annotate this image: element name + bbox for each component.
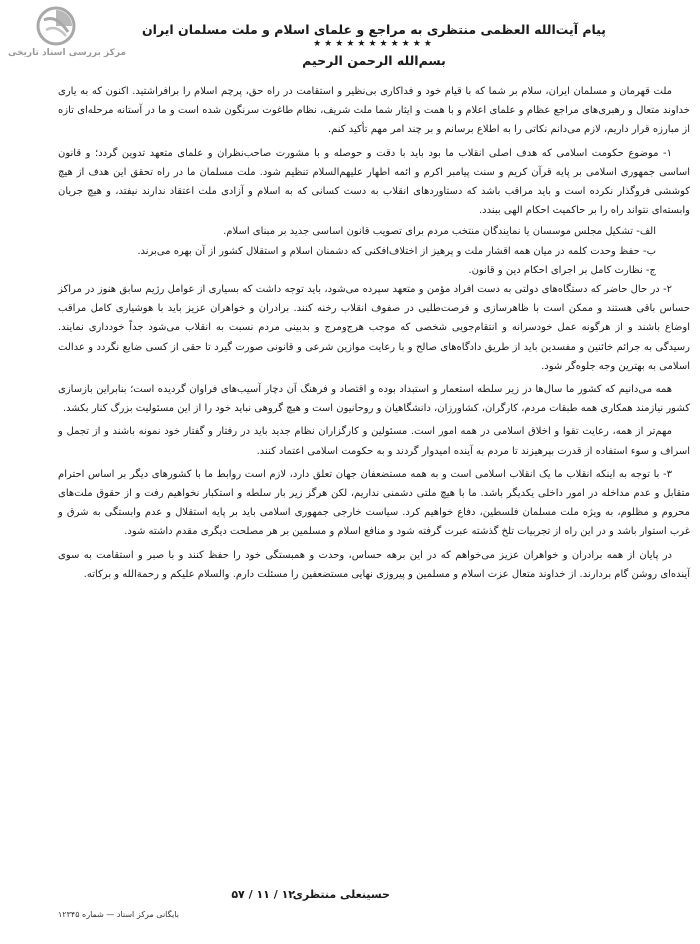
paragraph-point-1: ۱- موضوع حکومت اسلامی که هدف اصلی انقلاب ما بود باید با دقت و حوصله و با مشورت صاحب‌نظران و علمای متعهد تدوین گردد؛ و قانون اساسی جمهوری اسلامی بر پایه قرآن کریم و سنت پیامبر اکرم و ائمه اطهار علیهم‌السلام تنظیم شود. ملت مسلمان ما در راه تحقق این هدف از هیچ کوششی فروگذار نکرده است و باید مراقب باشد که دستاوردهای انقلاب به دست کسانی که به اسلام و آزادی ملت اعتقاد ندارند نیفتد، و هیچ جریان وابسته‌ای نتواند راه را بر حاکمیت احکام الهی ببندد. <box>58 147 690 217</box>
star-divider: ★★★★★★★★★★★ <box>313 39 435 49</box>
document-date: ۱۲ / ۱۱ / ۵۷ <box>231 888 295 901</box>
list-item-alef: الف- تشکیل مجلس موسسان یا نمایندگان منتخب مردم برای تصویب قانون اساسی جدید بر مبنای اسلام. <box>223 226 656 238</box>
list-item-jim: ج- نظارت کامل بر اجرای احکام دین و قانون. <box>468 264 656 276</box>
paragraph-closing: در پایان از همه برادران و خواهران عزیز می‌خواهم که در این برهه حساس، وحدت و همبستگی خود را حفظ کنند و با صبر و استقامت به سوی آینده‌ای روشن گام بردارند. از خداوند متعال عزت اسلام و مسلمین و پیروزی نهایی مستضعفین را مسئلت دارم. والسلام علیکم و رحمة‌الله و برکاته. <box>58 549 690 580</box>
paragraph-point-2: ۲- در حال حاضر که دستگاه‌های دولتی به دست افراد مؤمن و متعهد سپرده می‌شود، باید توجه داشت که بسیاری از عوامل رژیم سابق هنوز در مراکز حساس باقی هستند و ممکن است با ظاهرسازی و فرصت‌طلبی در صفوف انقلاب رخنه کنند. برادران و خواهران عزیز باید با هوشیاری کامل مراقب اوضاع باشند و از هرگونه عمل خودسرانه و انتقام‌جویی شخصی که موجب هرج‌ومرج و بدبینی مردم نسبت به انقلاب می‌شود جداً خودداری نمایند. رسیدگی به جرائم خائنین و مفسدین باید از طریق دادگاه‌های صالح و با رعایت موازین شرعی و قانونی صورت گیرد تا حقی از کسی ضایع نگردد و عدالت اسلامی به بهترین وجه جلوه‌گر شود. <box>58 284 690 372</box>
archive-stamp: بایگانی مرکز اسناد — شماره ۱۲۳۴۵ <box>58 910 179 919</box>
bismillah-heading: بسم‌الله الرحمن الرحیم <box>302 53 446 68</box>
document-title: پیام آیت‌الله العظمی منتظری به مراجع و علمای اسلام و ملت مسلمان ایران <box>142 22 606 37</box>
signature: حسینعلی منتظری <box>292 888 390 901</box>
paragraph-ethics: مهم‌تر از همه، رعایت تقوا و اخلاق اسلامی در همه امور است. مسئولین و کارگزاران نظام جدید باید در رفتار و گفتار خود نمونه باشند و از تجمل و اسراف و سوء استفاده از قدرت بپرهیزند تا مردم به آینده امیدوار گردند و به حکومت اسلامی اعتماد کنند. <box>58 426 690 457</box>
watermark-text: مرکز بررسی اسناد تاریخی <box>7 48 126 58</box>
paragraph-reconstruction: همه می‌دانیم که کشور ما سال‌ها در زیر سلطه استعمار و استبداد بوده و اقتصاد و فرهنگ آن دچار آسیب‌های فراوان گردیده است؛ بنابراین بازسازی کشور نیازمند همکاری همه طبقات مردم، کارگران، کشاورزان، دانشگاهیان و روحانیون است و هیچ گروهی نباید خود را از این مسئولیت بزرگ کنار بکشد. <box>58 384 690 415</box>
letter-body <box>58 22 690 928</box>
paragraph-intro: ملت قهرمان و مسلمان ایران، سلام بر شما که با قیام خود و فداکاری بی‌نظیر و استقامت در راه حق، پرچم اسلام را برافراشتید. اکنون که به یاری خداوند متعال و رهبری‌های مراجع عظام و علمای اعلام و با همت و ایثار شما ملت شریف، نظام طاغوت سرنگون شده است و ما در آستانه مرحله‌ای تازه از مبارزه قرار داریم، لازم می‌دانم نکاتی را به اطلاع برسانم و بر چند امر مهم تأکید کنم. <box>58 86 690 136</box>
paragraph-point-3: ۳- با توجه به اینکه انقلاب ما یک انقلاب اسلامی است و به همه مستضعفان جهان تعلق دارد، لازم است روابط ما با کشورهای دیگر بر اساس احترام متقابل و عدم مداخله در امور داخلی یکدیگر باشد. ما با هیچ ملتی دشمنی نداریم، لکن هرگز زیر بار سلطه و استکبار نخواهیم رفت و از حقوق ملت‌های محروم و مظلوم، به ویژه ملت مسلمان فلسطین، دفاع خواهیم کرد. سیاست خارجی جمهوری اسلامی باید بر پایه استقلال و عدم وابستگی به شرق و غرب استوار باشد و در این راه از تجربیات تلخ گذشته عبرت گرفته شود و منافع اسلام و مسلمین بر هر مصلحت دیگری مقدم داشته شود. <box>58 468 690 538</box>
list-item-be: ب- حفظ وحدت کلمه در میان همه اقشار ملت و پرهیز از اختلاف‌افکنی که دشمنان اسلام و استقلال کشور از آن بهره می‌برند. <box>137 245 656 257</box>
